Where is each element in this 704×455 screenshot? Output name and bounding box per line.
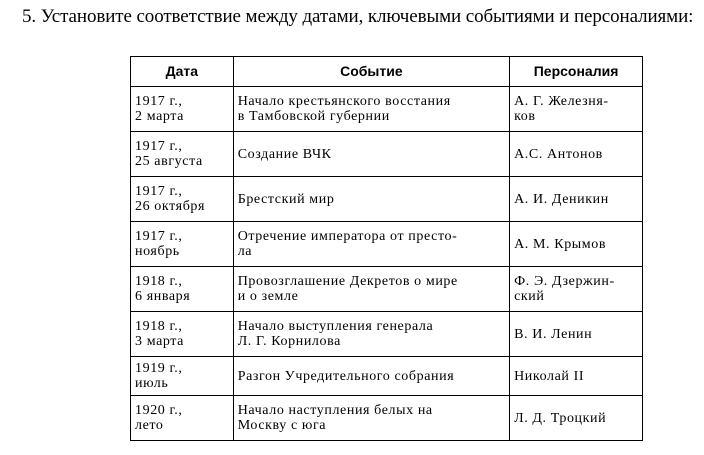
table-row — [131, 87, 643, 132]
date-line: 3 марта — [135, 334, 184, 349]
person-line: Николай II — [514, 368, 585, 384]
date-line: 1917 г., — [135, 184, 183, 199]
date-line: 1917 г., — [135, 139, 183, 154]
task-title: 5. Установите соответствие между датами, ключевыми событиями и персоналиями: — [22, 6, 694, 27]
date-line: 1918 г., — [135, 319, 183, 334]
event-cell — [233, 267, 509, 312]
date-cell — [131, 222, 234, 267]
person-cell — [510, 357, 643, 396]
event-line: и о земле — [237, 289, 299, 304]
table-row — [131, 312, 643, 357]
event-line: Начало крестьянского восстания — [237, 94, 451, 109]
person-line: Л. Д. Троцкий — [514, 410, 607, 426]
person-cell — [510, 396, 643, 441]
event-cell — [233, 132, 509, 177]
matching-table — [130, 56, 643, 441]
date-line: 26 октября — [135, 199, 206, 214]
date-line: июль — [135, 376, 169, 391]
event-line: Провозглашение Декретов о мире — [237, 274, 458, 289]
person-line: ский — [514, 289, 545, 304]
event-line: Брестский мир — [237, 191, 335, 207]
event-cell — [233, 222, 509, 267]
date-line: 2 марта — [135, 109, 184, 124]
person-line: А. И. Деникин — [514, 191, 609, 207]
person-line: А. М. Крымов — [514, 236, 607, 252]
date-line: 1917 г., — [135, 229, 183, 244]
event-cell — [233, 312, 509, 357]
event-cell — [233, 87, 509, 132]
person-cell — [510, 177, 643, 222]
person-line: ков — [514, 109, 536, 124]
date-cell — [131, 177, 234, 222]
header-event: Событие — [233, 57, 509, 87]
table-row — [131, 177, 643, 222]
date-cell — [131, 267, 234, 312]
header-date: Дата — [131, 57, 234, 87]
event-cell — [233, 357, 509, 396]
event-line: Начало наступления белых на — [237, 403, 433, 418]
person-line: А. Г. Железня- — [514, 94, 609, 109]
person-line: А.С. Антонов — [514, 146, 603, 162]
event-line: Л. Г. Корнилова — [237, 334, 341, 349]
person-cell — [510, 267, 643, 312]
event-cell — [233, 177, 509, 222]
table-row — [131, 222, 643, 267]
event-line: в Тамбовской губернии — [237, 109, 390, 124]
person-cell — [510, 222, 643, 267]
event-cell — [233, 396, 509, 441]
date-line: ноябрь — [135, 244, 180, 259]
date-cell — [131, 87, 234, 132]
event-line: ла — [237, 244, 253, 259]
date-line: 1918 г., — [135, 274, 183, 289]
event-line: Москву с юга — [237, 418, 327, 433]
header-person: Персоналия — [510, 57, 643, 87]
date-cell — [131, 132, 234, 177]
event-line: Начало выступления генерала — [237, 319, 434, 334]
date-cell — [131, 396, 234, 441]
date-line: лето — [135, 418, 164, 433]
table-row — [131, 132, 643, 177]
table-row — [131, 357, 643, 396]
person-line: Ф. Э. Дзержин- — [514, 274, 615, 289]
header-row — [131, 57, 643, 87]
person-cell — [510, 132, 643, 177]
date-line: 25 августа — [135, 154, 203, 169]
date-cell — [131, 357, 234, 396]
date-line: 6 января — [135, 289, 191, 304]
date-line: 1919 г., — [135, 361, 183, 376]
date-line: 1920 г., — [135, 403, 183, 418]
date-cell — [131, 312, 234, 357]
event-line: Отречение императора от престо- — [237, 229, 458, 244]
event-line: Создание ВЧК — [237, 146, 332, 162]
person-line: В. И. Ленин — [514, 326, 593, 342]
person-cell — [510, 312, 643, 357]
date-line: 1917 г., — [135, 94, 183, 109]
person-cell — [510, 87, 643, 132]
table-row — [131, 267, 643, 312]
table-row — [131, 396, 643, 441]
event-line: Разгон Учредительного собрания — [237, 368, 455, 384]
